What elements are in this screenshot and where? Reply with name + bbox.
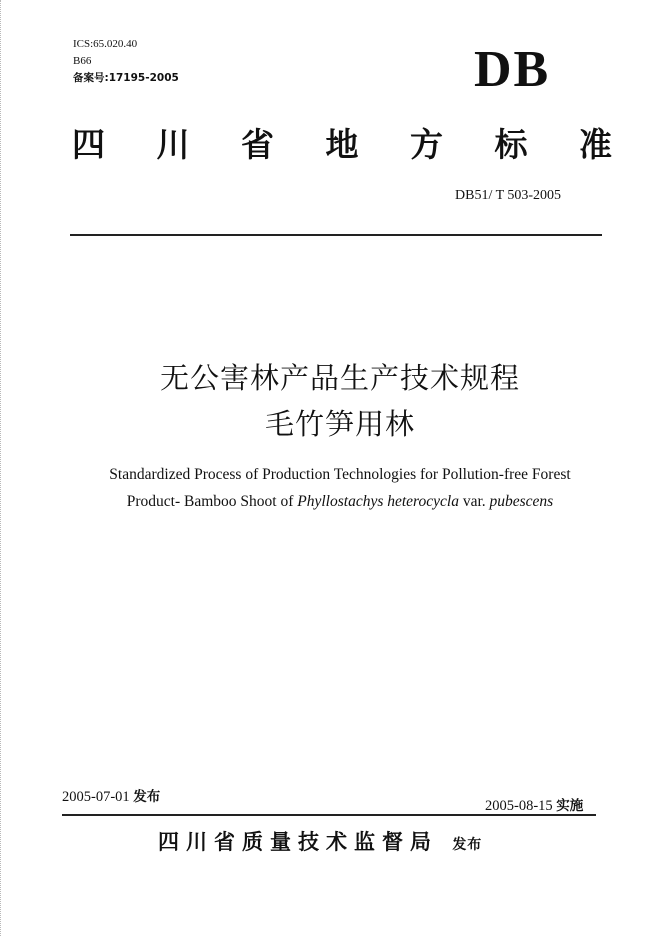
implement-date: 2005-08-15 bbox=[485, 798, 553, 814]
classification-code: B66 bbox=[73, 55, 92, 67]
title-cn-line2: 毛竹笋用林 bbox=[264, 407, 415, 441]
db-logo: DB bbox=[474, 41, 551, 98]
title-en-species: Phyllostachys heterocycla bbox=[297, 493, 459, 510]
publish-label: 发布 bbox=[133, 789, 161, 805]
title-en-var: var. bbox=[458, 493, 490, 510]
title-en bbox=[60, 461, 620, 515]
title-en-line1: Standardized Process of Production Technologies for Pollution-free Forest bbox=[109, 466, 571, 483]
implement-date-line bbox=[485, 794, 662, 815]
standard-type-char: 四 bbox=[72, 124, 105, 164]
standard-number: DB51/ T 503-2005 bbox=[455, 188, 562, 203]
footer-divider bbox=[62, 814, 596, 816]
publish-date: 2005-07-01 bbox=[62, 789, 130, 805]
header-divider bbox=[70, 234, 602, 236]
record-number: 备案号:17195-2005 bbox=[73, 72, 179, 84]
ics-code: ICS:65.020.40 bbox=[73, 38, 138, 50]
standard-type-char: 地 bbox=[325, 124, 359, 164]
issuer-line bbox=[158, 826, 482, 856]
title-en-line2 bbox=[60, 488, 620, 515]
standard-metadata bbox=[73, 36, 179, 87]
standard-type-char: 省 bbox=[241, 124, 274, 164]
standard-type-char: 方 bbox=[410, 124, 443, 164]
implement-label: 实施 bbox=[556, 798, 584, 814]
standard-type-char: 川 bbox=[156, 124, 190, 164]
scan-edge bbox=[0, 0, 7, 936]
title-en-prefix: Product- Bamboo Shoot of bbox=[126, 493, 298, 510]
standard-type-heading bbox=[72, 118, 612, 166]
issuer-name: 四川省质量技术监督局 bbox=[158, 830, 438, 854]
title-cn-line1: 无公害林产品生产技术规程 bbox=[159, 361, 520, 395]
issuer-suffix: 发布 bbox=[452, 837, 483, 853]
standard-type-char: 标 bbox=[494, 124, 528, 164]
title-en-variety: pubescens bbox=[489, 493, 554, 510]
standard-type-char: 准 bbox=[579, 124, 612, 164]
